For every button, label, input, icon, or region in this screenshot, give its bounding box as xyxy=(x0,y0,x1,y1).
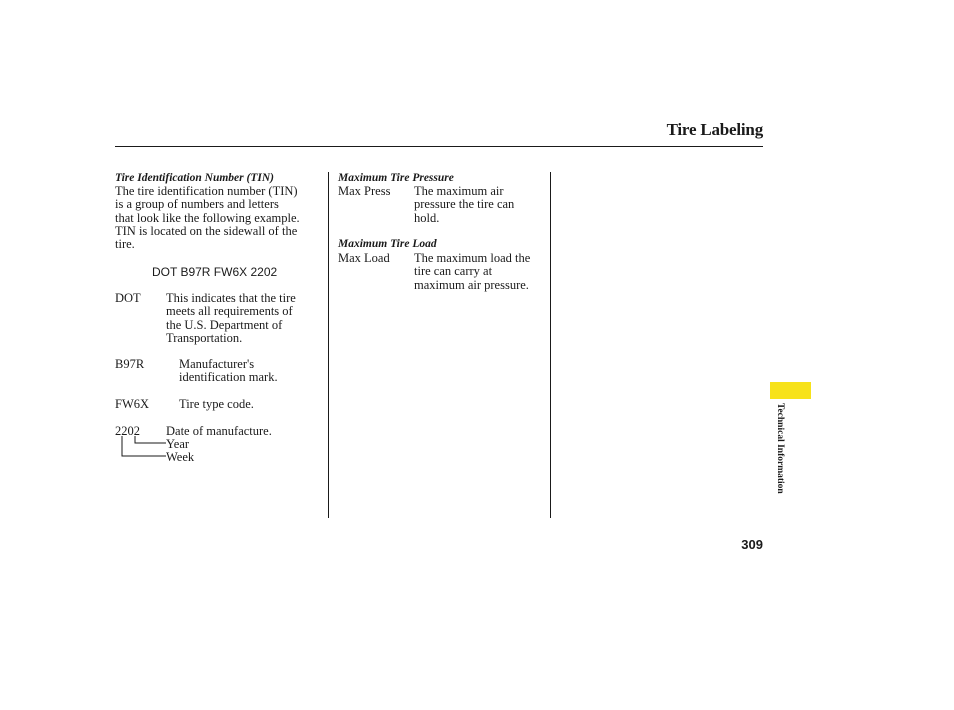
tin-example: DOT B97R FW6X 2202 xyxy=(152,265,278,279)
max-pressure-term: Max Press xyxy=(338,184,391,198)
max-pressure-line: The maximum air xyxy=(414,184,504,198)
tin-intro-line: is a group of numbers and letters xyxy=(115,197,279,212)
entry-term-2202: 2202 xyxy=(115,424,140,438)
date-part-year: Year xyxy=(166,437,190,451)
page-title: Tire Labeling xyxy=(666,120,763,139)
section-tab-label: Technical Information xyxy=(775,403,785,494)
entry-desc-b97r xyxy=(179,358,278,385)
tin-intro-line: that look like the following example. xyxy=(115,210,300,225)
entry-desc-line: identification mark. xyxy=(179,370,278,385)
date-bracket-lines xyxy=(119,436,167,460)
entry-term-b97r: B97R xyxy=(115,357,145,371)
tin-intro-line: TIN is located on the sidewall of the xyxy=(115,223,298,238)
entry-desc-2202: Date of manufacture. xyxy=(166,424,272,438)
max-pressure-line: pressure the tire can xyxy=(414,197,515,212)
entry-desc-line: Transportation. xyxy=(166,330,243,345)
entry-desc-line: meets all requirements of xyxy=(166,304,293,319)
tin-intro-line: tire. xyxy=(115,237,135,252)
entry-desc-line: This indicates that the tire xyxy=(166,291,296,305)
header-rule xyxy=(115,146,763,147)
max-pressure-line: hold. xyxy=(414,210,440,225)
entry-term-fw6x: FW6X xyxy=(115,397,150,411)
max-load-desc xyxy=(414,252,530,292)
max-load-line: maximum air pressure. xyxy=(414,277,529,292)
column-divider-2 xyxy=(550,172,551,518)
tin-intro-line: The tire identification number (TIN) xyxy=(115,184,298,198)
max-pressure-heading: Maximum Tire Pressure xyxy=(338,172,454,184)
section-tab xyxy=(770,382,811,399)
tin-intro xyxy=(115,185,300,251)
max-load-heading: Maximum Tire Load xyxy=(338,238,437,250)
entry-desc-line: Manufacturer's xyxy=(179,357,255,371)
max-load-term: Max Load xyxy=(338,251,390,265)
date-part-week: Week xyxy=(166,450,195,464)
page-number: 309 xyxy=(741,537,763,552)
entry-desc-fw6x: Tire type code. xyxy=(179,397,254,411)
max-pressure-desc xyxy=(414,185,514,225)
max-load-line: tire can carry at xyxy=(414,264,493,279)
entry-desc-line: the U.S. Department of xyxy=(166,317,283,332)
tin-heading: Tire Identification Number (TIN) xyxy=(115,172,274,184)
entry-term-dot: DOT xyxy=(115,291,141,305)
max-load-line: The maximum load the xyxy=(414,251,531,265)
entry-desc-dot xyxy=(166,292,296,345)
column-divider-1 xyxy=(328,172,329,518)
